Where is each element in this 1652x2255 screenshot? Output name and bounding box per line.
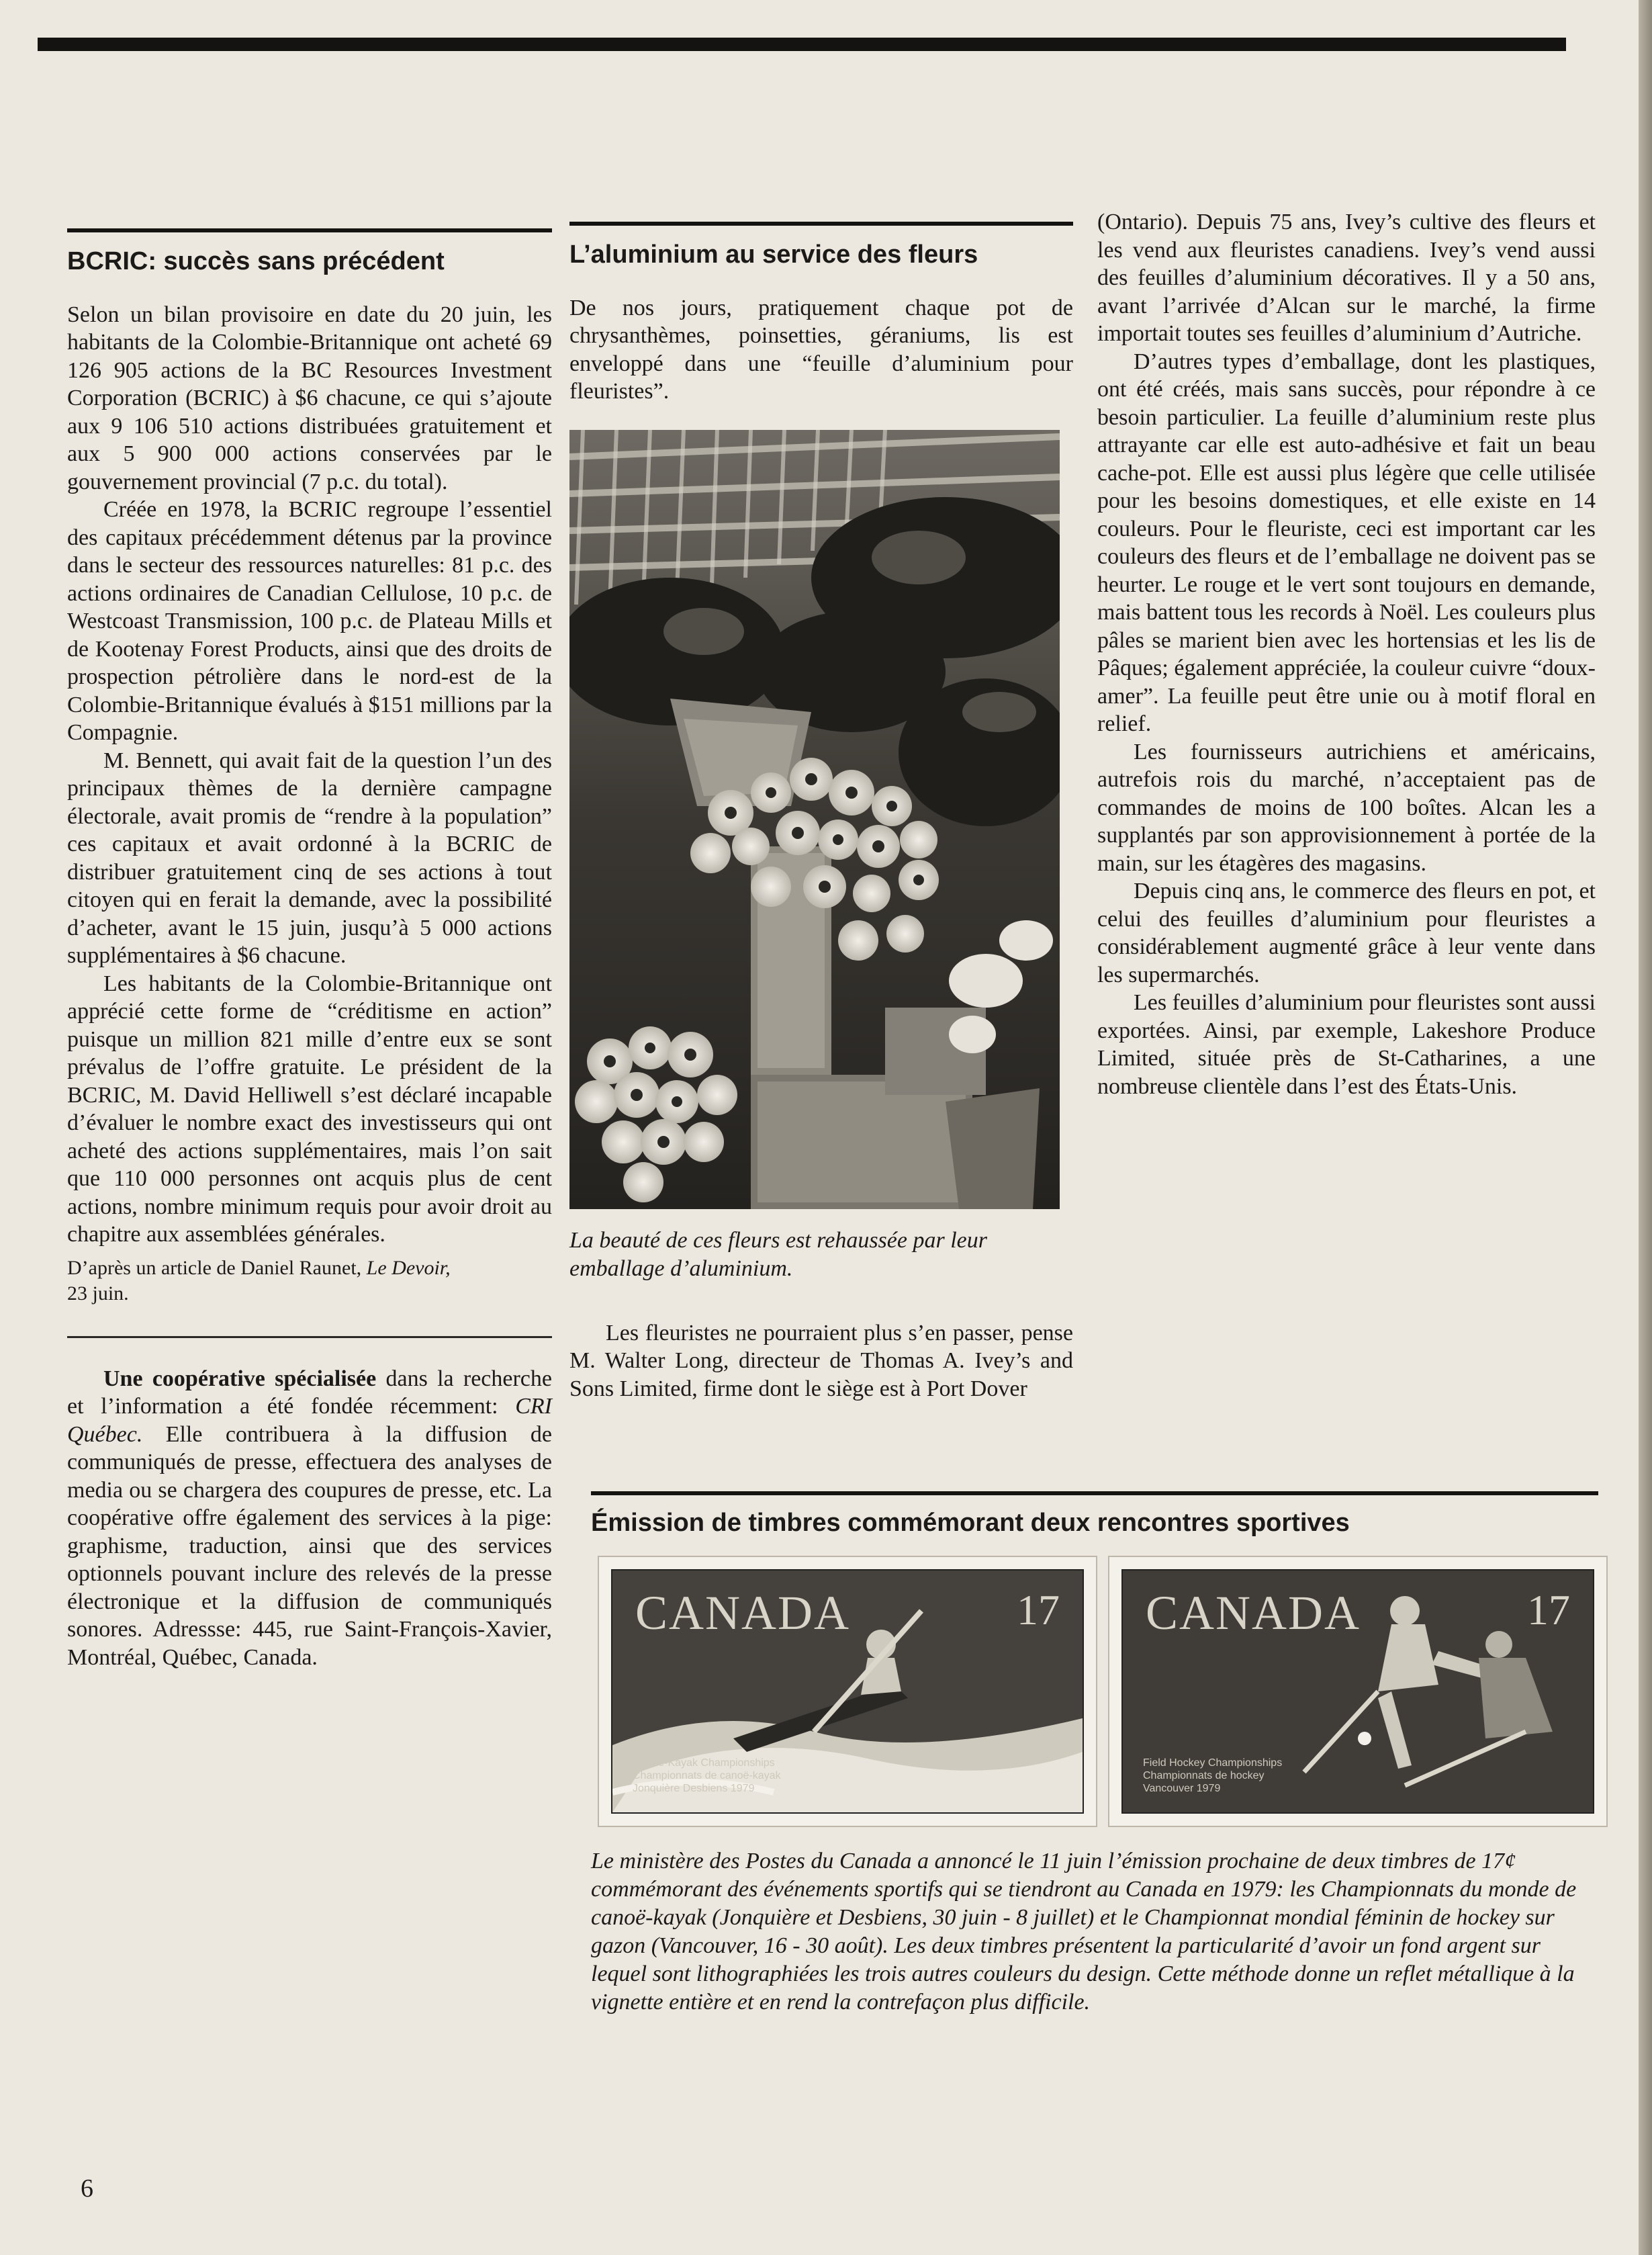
- aluminium-paragraph-2: Les fleuristes ne pourraient plus s’en passer, pense M. Walter Long, directeur de Thomas A. Ivey’s and Sons Limited, firme dont le siège est à Port Dover: [569, 1320, 1073, 1401]
- bcric-title: BCRIC: succès sans précédent: [67, 247, 445, 275]
- stamp-country: CANADA: [1146, 1585, 1361, 1640]
- aluminium-paragraph-7: Les feuilles d’aluminium pour fleuristes sont aussi exportées. Ainsi, par exemple, Lakeshore Produce Limited, située près de St-Catharines, a une nombreuse clientèle dans l’est des États-Unis.: [1097, 990, 1596, 1099]
- bcric-paragraph-1: Selon un bilan provisoire en date du 20 juin, les habitants de la Colombie-Britannique ont acheté 69 126 905 actions de la BC Resources Investment Corporation (BCRIC) à $6 chacune, ce qui s’ajoute aux 9 106 510 actions distribuées gratuitement et aux 5 900 000 actions conservées par le gouvernement provincial (7 p.c. du total).: [67, 302, 552, 494]
- left-column: [67, 228, 552, 1671]
- flowers-photo: [569, 430, 1060, 1209]
- article-rule: [569, 222, 1073, 226]
- stamps-row: [591, 1556, 1598, 1838]
- article-rule: [67, 228, 552, 232]
- aluminium-paragraph-5: Les fournisseurs autrichiens et américains, autrefois rois du marché, n’acceptaient pas de commandes de moins de 100 boîtes. Alcan les a supplantés par son approvisionnement à portée de la main, sur les étagères des magasins.: [1097, 739, 1596, 876]
- coop-name: CRI Québec.: [67, 1394, 552, 1447]
- stamp-legend-line: Jonquière Desbiens 1979: [633, 1782, 755, 1794]
- bcric-paragraph-3: M. Bennett, qui avait fait de la question l’un des principaux thèmes de la dernière campagne électorale, avait promis de “rendre à la population” ces capitaux et avait ordonné à la BCRIC de distribuer gratuitement cinq de ses actions à tout citoyen qui en ferait la demande, avec la possibilité d’acheter, avant le 15 juin, jusqu’à 5 000 actions supplémentaires à $6 chacune.: [67, 748, 552, 969]
- stamp-legend-line: Championnats de hockey: [1143, 1769, 1265, 1781]
- aluminium-paragraph-6: Depuis cinq ans, le commerce des fleurs en pot, et celui des feuilles d’aluminium pour fleuristes a considérablement augmenté grâce à leur vente dans les supermarchés.: [1097, 879, 1596, 987]
- stamp-legend-line: Field Hockey Championships: [1143, 1757, 1283, 1769]
- coop-paragraph: [67, 1365, 552, 1672]
- bcric-credit: [67, 1255, 552, 1307]
- canoe-kayak-stamp: [598, 1556, 1097, 1827]
- stamps-title: Émission de timbres commémorant deux rencontres sportives: [591, 1509, 1350, 1537]
- field-hockey-stamp: [1108, 1556, 1608, 1827]
- stamp-value: 17: [1017, 1585, 1060, 1634]
- coop-lead: Une coopérative spécialisée: [103, 1366, 377, 1391]
- stamp-legend: [1143, 1757, 1282, 1795]
- photo-caption: La beauté de ces fleurs est rehaussée par leur emballage d’aluminium.: [569, 1227, 987, 1281]
- stamp-image: [611, 1569, 1084, 1814]
- credit-prefix: D’après un article de Daniel Raunet,: [67, 1256, 362, 1279]
- stamp-image: [1121, 1569, 1594, 1814]
- stamp-value: 17: [1527, 1585, 1570, 1634]
- stamp-legend-line: Canoe-Kayak Championships: [633, 1757, 775, 1769]
- page-number: 6: [81, 2174, 93, 2203]
- bcric-paragraph-4: Les habitants de la Colombie-Britannique ont apprécié cette forme de “créditisme en action” puisque un million 821 mille d’entre eux se sont prévalus de l’offre gratuite. Le président de la BCRIC, M. David Helliwell s’est déclaré incapable d’évaluer le nombre exact des investisseurs qui ont acheté des actions supplémentaires, mais l’on sait que 110 000 personnes ont acquis plus de cent actions, nombre minimum requis pour avoir droit au chapitre aux assemblées générales.: [67, 971, 552, 1247]
- stamp-legend-line: Championnats de canoë-kayak: [633, 1769, 781, 1781]
- section-divider: [67, 1336, 552, 1338]
- stamps-caption: Le ministère des Postes du Canada a annoncé le 11 juin l’émission prochaine de deux timbres de 17¢ commémorant des événements sportifs qui se tiendront au Canada en 1979: les Championnats du monde de canoë-kayak (Jonquière et Desbiens, 30 juin - 8 juillet) et le Championnat mondial féminin de hockey sur gazon (Vancouver, 16 - 30 août). Les deux timbres présentent la particularité d’avoir un fond argent sur lequel sont lithographiées les trois autres couleurs du design. Cette méthode donne un reflet métallique à la vignette entière et en rend la contrefaçon plus difficile.: [591, 1848, 1577, 2015]
- stamp-country: CANADA: [635, 1585, 851, 1640]
- bcric-paragraph-2: Créée en 1978, la BCRIC regroupe l’essentiel des capitaux précédemment détenus par la province dans le secteur des ressources naturelles: 81 p.c. des actions ordinaires de Canadian Cellulose, 10 p.c. de Westcoast Transmission, 100 p.c. de Plateau Mills et de Kootenay Forest Products, ainsi que des droits de prospection pétrolière dans le nord-est de la Colombie-Britannique évalués à $151 millions par la Compagnie.: [67, 497, 552, 746]
- stamp-legend: [633, 1757, 781, 1795]
- coop-text-a: dans la recherche et l’information a été fondée récemment:: [67, 1366, 552, 1419]
- aluminium-paragraph-3: (Ontario). Depuis 75 ans, Ivey’s cultive des fleurs et les vend aux fleuristes canadiens. Ivey’s vend aussi des feuilles d’aluminium décoratives. Il y a 50 ans, avant l’arrivée d’Alcan sur le marché, la firme importait toutes ses feuilles d’aluminium d’Autriche.: [1097, 210, 1596, 346]
- stamp-legend-line: Vancouver 1979: [1143, 1782, 1221, 1794]
- middle-column: [569, 222, 1073, 1403]
- right-column: [1097, 208, 1596, 1100]
- coop-text-b: Elle contribuera à la diffusion de communiqués de presse, effectuera des analyses de media ou se chargera des coupures de presse, etc. La coopérative offre également des services à la pige: graphisme, traduction, ainsi que des services optionnels pouvant inclure des relevés de la presse électronique et la diffusion de communiqués sonores. Adressse: 445, rue Saint-François-Xavier, Montréal, Québec, Canada.: [67, 1421, 552, 1670]
- aluminium-paragraph-4: D’autres types d’emballage, dont les plastiques, ont été créés, mais sans succès, pour répondre à ce besoin particulier. La feuille d’aluminium reste plus attrayante car elle est auto-adhésive et fait un beau cache-pot. Elle est aussi plus légère que celle utilisée pour les besoins domestiques, et elle existe en 14 couleurs. Pour le fleuriste, ceci est important car les couleurs des fleurs et de l’emballage ne doivent pas se heurter. Le rouge et le vert sont toujours en demande, mais battent tous les records à Noël. Les couleurs plus pâles se marient bien avec les hortensias et les lis de Pâques; également appréciée, la couleur cuivre “doux-amer”. La feuille peut être unie ou à motif floral en relief.: [1097, 349, 1596, 736]
- stamps-section: [591, 1491, 1598, 2017]
- aluminium-title: L’aluminium au service des fleurs: [569, 240, 978, 269]
- stamps-rule: [591, 1491, 1598, 1495]
- credit-date: 23 juin.: [67, 1282, 129, 1305]
- flowers-photo-image: [569, 430, 1060, 1209]
- aluminium-paragraph-1: De nos jours, pratiquement chaque pot de chrysanthèmes, poinsetties, géraniums, lis est enveloppé dans une “feuille d’aluminium pour fleuristes”.: [569, 295, 1073, 404]
- page-edge: [1639, 0, 1652, 2255]
- top-rule: [38, 38, 1566, 51]
- credit-source: Le Devoir,: [366, 1256, 451, 1279]
